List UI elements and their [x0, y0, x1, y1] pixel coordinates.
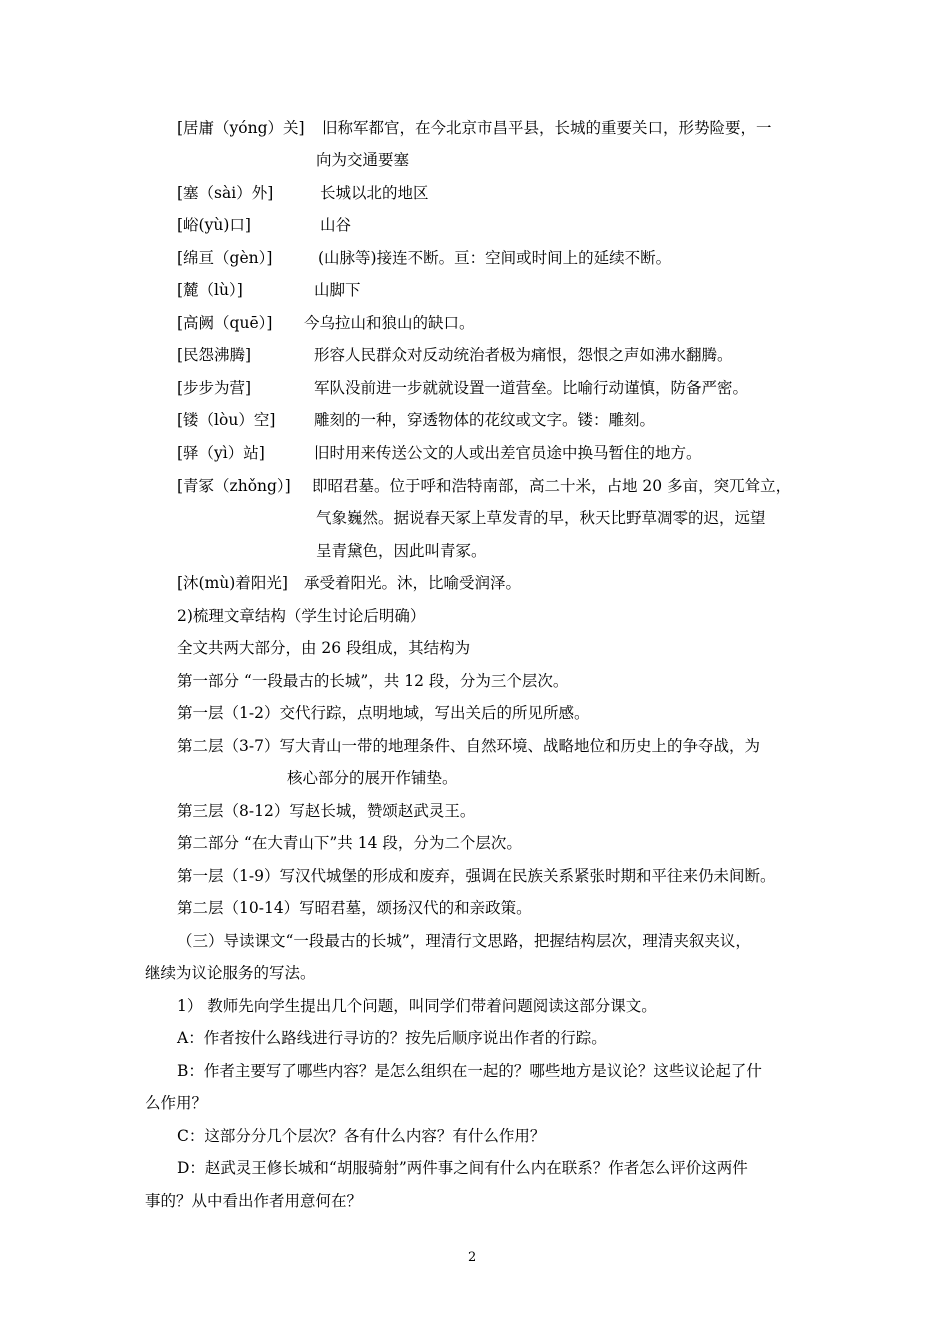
glossary-definition: 旧称军都官，在今北京市昌平县，长城的重要关口，形势险要，一 — [322, 119, 772, 137]
question-b: 么作用？ — [145, 1094, 208, 1112]
glossary-term: [绵亘（gèn）] — [177, 249, 273, 267]
question-d: 事的？从中看出作者用意何在？ — [145, 1192, 363, 1210]
glossary-term: [高阙（quē）] — [177, 314, 273, 332]
glossary-definition: 承受着阳光。沐，比喻受润泽。 — [304, 574, 522, 592]
glossary-term: [沐(mù)着阳光] — [177, 574, 288, 592]
question-a: A：作者按什么路线进行寻访的？按先后顺序说出作者的行踪。 — [177, 1029, 607, 1047]
glossary-definition: 向为交通要塞 — [316, 151, 410, 169]
glossary-definition: (山脉等)接连不断。亘：空间或时间上的延续不断。 — [318, 249, 672, 267]
glossary-definition: 军队没前进一步就就设置一道营垒。比喻行动谨慎，防备严密。 — [314, 379, 749, 397]
section-heading: （三）导读课文“一段最古的长城”，理清行文思路，把握结构层次，理清夹叙夹议， — [177, 932, 751, 950]
paragraph: 全文共两大部分，由 26 段组成，其结构为 — [177, 639, 471, 657]
glossary-term: [步步为营] — [177, 379, 252, 397]
glossary-term: [塞（sài）外] — [177, 184, 274, 202]
glossary-definition: 形容人民群众对反动统治者极为痛恨，怨恨之声如沸水翻腾。 — [314, 346, 733, 364]
glossary-term: [镂（lòu）空] — [177, 411, 276, 429]
paragraph: 第二部分 “在大青山下”共 14 段，分为二个层次。 — [177, 834, 522, 852]
question-d: D：赵武灵王修长城和“胡服骑射”两件事之间有什么内在联系？作者怎么评价这两件 — [177, 1159, 748, 1177]
glossary-definition: 今乌拉山和狼山的缺口。 — [304, 314, 475, 332]
glossary-definition: 山谷 — [320, 216, 352, 234]
glossary-term: [麓（lù）] — [177, 281, 243, 299]
glossary-definition: 呈青黛色，因此叫青冢。 — [316, 542, 487, 560]
question-b: B：作者主要写了哪些内容？是怎么组织在一起的？哪些地方是议论？这些议论起了什 — [177, 1062, 762, 1080]
page-number: 2 — [468, 1250, 477, 1265]
glossary-term: [青冢（zhǒng）] — [177, 477, 291, 495]
glossary-definition: 山脚下 — [314, 281, 361, 299]
glossary-term: [驿（yì）站] — [177, 444, 265, 462]
paragraph: 1） 教师先向学生提出几个问题，叫同学们带着问题阅读这部分课文。 — [177, 997, 657, 1015]
section-heading: 2)梳理文章结构（学生讨论后明确） — [177, 607, 426, 625]
glossary-term: [民怨沸腾] — [177, 346, 252, 364]
glossary-definition: 气象巍然。据说春天冢上草发青的早，秋天比野草凋零的迟，远望 — [316, 509, 766, 527]
paragraph: 第二层（10-14）写昭君墓，颂扬汉代的和亲政策。 — [177, 899, 532, 917]
paragraph: 核心部分的展开作铺垫。 — [287, 769, 458, 787]
glossary-term: [居庸（yóng）关] — [177, 119, 305, 137]
glossary-definition: 旧时用来传送公文的人或出差官员途中换马暂住的地方。 — [314, 444, 702, 462]
glossary-term: [峪(yù)口] — [177, 216, 251, 234]
paragraph: 第一层（1-9）写汉代城堡的形成和废弃，强调在民族关系紧张时期和平往来仍未间断。 — [177, 867, 776, 885]
paragraph: 第二层（3-7）写大青山一带的地理条件、自然环境、战略地位和历史上的争夺战，为 — [177, 737, 760, 755]
question-c: C：这部分分几个层次？各有什么内容？有什么作用？ — [177, 1127, 546, 1145]
paragraph: 第三层（8-12）写赵长城，赞颂赵武灵王。 — [177, 802, 476, 820]
glossary-definition: 长城以北的地区 — [320, 184, 429, 202]
paragraph: 第一层（1-2）交代行踪，点明地域，写出关后的所见所感。 — [177, 704, 590, 722]
section-heading: 继续为议论服务的写法。 — [145, 964, 316, 982]
glossary-definition: 即昭君墓。位于呼和浩特南部，高二十米，占地 20 多亩，突兀耸立， — [312, 477, 792, 495]
paragraph: 第一部分 “一段最古的长城”，共 12 段，分为三个层次。 — [177, 672, 569, 690]
glossary-definition: 雕刻的一种，穿透物体的花纹或文字。镂：雕刻。 — [314, 411, 656, 429]
